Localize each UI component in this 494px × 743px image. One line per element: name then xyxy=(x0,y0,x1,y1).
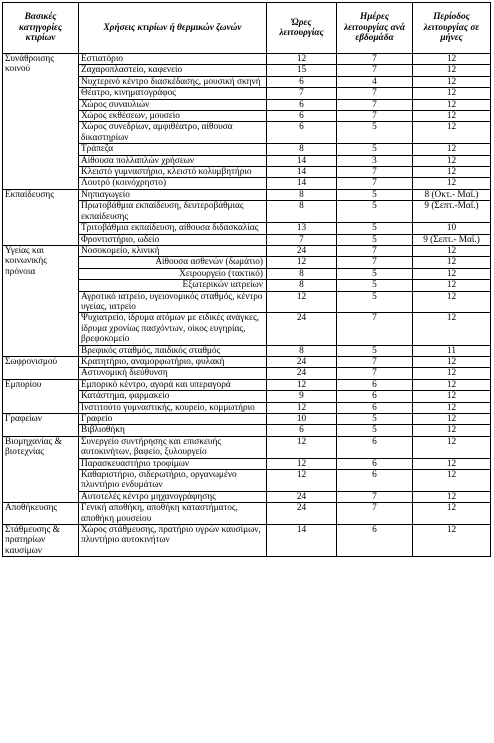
days-cell: 3 xyxy=(337,155,413,166)
days-cell: 5 xyxy=(337,280,413,291)
use-cell: Χώρος συναυλιών xyxy=(79,99,267,110)
days-cell: 7 xyxy=(337,356,413,367)
days-cell: 7 xyxy=(337,313,413,345)
use-cell: Αγροτικό ιατρείο, υγειονομικός σταθμός, κέντρο υγείας, ιατρείο xyxy=(79,291,267,313)
use-cell: Χώρος στάθμευσης, πρατήριο υγρών καυσίμων, πλυντήριο αυτοκινήτων xyxy=(79,525,267,557)
use-cell: Νηπιαγωγείο xyxy=(79,189,267,200)
hours-cell: 6 xyxy=(267,425,337,436)
days-cell: 7 xyxy=(337,167,413,178)
table-row xyxy=(3,189,491,200)
months-cell: 12 xyxy=(413,54,491,65)
category-cell: Υγείας και κοινωνικής πρόνοια xyxy=(3,245,79,356)
days-cell: 5 xyxy=(337,144,413,155)
days-cell: 5 xyxy=(337,268,413,279)
hours-cell: 14 xyxy=(267,525,337,557)
use-cell: Νυχτερινό κέντρο διασκέδασης, μουσική σκηνή xyxy=(79,76,267,87)
use-cell: Συνεργείο συντήρησης και επισκευής αυτοκινήτων, βαφείο, ξυλουργείο xyxy=(79,436,267,458)
days-cell: 5 xyxy=(337,201,413,223)
use-cell: Κρατητήριο, αναμορφωτήριο, φυλακή xyxy=(79,356,267,367)
hours-cell: 8 xyxy=(267,280,337,291)
header-days: Ημέρες λειτουργίας ανά εβδομάδα xyxy=(337,3,413,54)
months-cell: 9 (Σεπτ.-Μαΐ.) xyxy=(413,201,491,223)
table-row xyxy=(3,356,491,367)
use-cell: Κατάστημα, φαρμακείο xyxy=(79,391,267,402)
header-hours: Ώρες λειτουργίας xyxy=(267,3,337,54)
operating-schedule-table xyxy=(2,2,491,557)
hours-cell: 8 xyxy=(267,189,337,200)
hours-cell: 8 xyxy=(267,268,337,279)
months-cell: 12 xyxy=(413,470,491,492)
hours-cell: 24 xyxy=(267,245,337,256)
months-cell: 12 xyxy=(413,65,491,76)
months-cell: 12 xyxy=(413,268,491,279)
use-cell: Καθαριστήριο, σιδερωτήριο, οργανωμένο πλυντήριο ενδυμάτων xyxy=(79,470,267,492)
days-cell: 5 xyxy=(337,122,413,144)
use-cell: Ινστιτούτο γυμναστικής, κουρείο, κομμωτήριο xyxy=(79,402,267,413)
hours-cell: 24 xyxy=(267,313,337,345)
use-cell: Πρωτοβάθμια εκπαίδευση, δευτεροβάθμιας εκπαίδευσης xyxy=(79,201,267,223)
days-cell: 7 xyxy=(337,368,413,379)
use-cell: Εμπορικό κέντρο, αγορά και υπεραγορά xyxy=(79,379,267,390)
use-cell: Εξωτερικών ιατρείων xyxy=(79,280,267,291)
months-cell: 12 xyxy=(413,313,491,345)
hours-cell: 13 xyxy=(267,223,337,234)
table-row xyxy=(3,379,491,390)
use-cell: Τριτοβάθμια εκπαίδευση, αίθουσα διδασκαλίας xyxy=(79,223,267,234)
table-row xyxy=(3,525,491,557)
hours-cell: 6 xyxy=(267,76,337,87)
hours-cell: 12 xyxy=(267,436,337,458)
days-cell: 7 xyxy=(337,503,413,525)
months-cell: 12 xyxy=(413,178,491,189)
months-cell: 12 xyxy=(413,122,491,144)
hours-cell: 10 xyxy=(267,414,337,425)
use-cell: Χώρος συνεδρίων, αμφιθέατρο, αίθουσα δικαστηρίων xyxy=(79,122,267,144)
months-cell: 12 xyxy=(413,155,491,166)
months-cell: 12 xyxy=(413,111,491,122)
table-row xyxy=(3,503,491,525)
months-cell: 12 xyxy=(413,76,491,87)
days-cell: 6 xyxy=(337,470,413,492)
months-cell: 9 (Σεπτ.- Μαΐ.) xyxy=(413,234,491,245)
category-cell: Αποθήκευσης xyxy=(3,503,79,525)
use-cell: Βιβλιοθήκη xyxy=(79,425,267,436)
use-cell: Ψυχιατρείο, ίδρυμα ατόμων με ειδικές ανάγκες, ίδρυμα χρονίως πασχόντων, οίκος ευγηρίας, βρεφοκομείο xyxy=(79,313,267,345)
months-cell: 10 xyxy=(413,223,491,234)
use-cell: Αίθουσα πολλαπλών χρήσεων xyxy=(79,155,267,166)
hours-cell: 14 xyxy=(267,155,337,166)
hours-cell: 24 xyxy=(267,491,337,502)
header-category: Βασικές κατηγορίες κτιρίων xyxy=(3,3,79,54)
hours-cell: 9 xyxy=(267,391,337,402)
category-cell: Γραφείων xyxy=(3,414,79,437)
months-cell: 12 xyxy=(413,402,491,413)
use-cell: Αστυνομική διεύθυνση xyxy=(79,368,267,379)
header-row xyxy=(3,3,491,54)
hours-cell: 24 xyxy=(267,503,337,525)
months-cell: 12 xyxy=(413,491,491,502)
months-cell: 12 xyxy=(413,291,491,313)
use-cell: Χειρουργείο (τακτικό) xyxy=(79,268,267,279)
months-cell: 12 xyxy=(413,503,491,525)
months-cell: 12 xyxy=(413,144,491,155)
months-cell: 12 xyxy=(413,356,491,367)
category-cell: Εμπορίου xyxy=(3,379,79,413)
hours-cell: 12 xyxy=(267,291,337,313)
use-cell: Νοσοκομείο, κλινική xyxy=(79,245,267,256)
months-cell: 12 xyxy=(413,88,491,99)
hours-cell: 7 xyxy=(267,88,337,99)
hours-cell: 12 xyxy=(267,54,337,65)
hours-cell: 15 xyxy=(267,65,337,76)
use-cell: Φροντιστήριο, ωδείο xyxy=(79,234,267,245)
hours-cell: 12 xyxy=(267,402,337,413)
months-cell: 12 xyxy=(413,99,491,110)
days-cell: 6 xyxy=(337,402,413,413)
table-row xyxy=(3,245,491,256)
months-cell: 12 xyxy=(413,257,491,268)
months-cell: 12 xyxy=(413,525,491,557)
days-cell: 5 xyxy=(337,345,413,356)
category-cell: Εκπαίδευσης xyxy=(3,189,79,245)
months-cell: 12 xyxy=(413,458,491,469)
hours-cell: 12 xyxy=(267,257,337,268)
use-cell: Αίθουσα ασθενών (δωμάτιο) xyxy=(79,257,267,268)
use-cell: Γενική αποθήκη, αποθήκη καταστήματος, αποθήκη μουσείου xyxy=(79,503,267,525)
use-cell: Τράπεζα xyxy=(79,144,267,155)
months-cell: 12 xyxy=(413,368,491,379)
use-cell: Παρασκευαστήριο τροφίμων xyxy=(79,458,267,469)
header-months: Περίοδος λειτουργίας σε μήνες xyxy=(413,3,491,54)
days-cell: 7 xyxy=(337,65,413,76)
days-cell: 5 xyxy=(337,223,413,234)
months-cell: 12 xyxy=(413,167,491,178)
days-cell: 7 xyxy=(337,54,413,65)
months-cell: 12 xyxy=(413,436,491,458)
months-cell: 11 xyxy=(413,345,491,356)
days-cell: 5 xyxy=(337,291,413,313)
category-cell: Σωφρονισμού xyxy=(3,356,79,379)
days-cell: 7 xyxy=(337,88,413,99)
hours-cell: 6 xyxy=(267,122,337,144)
table-row xyxy=(3,436,491,458)
days-cell: 6 xyxy=(337,525,413,557)
days-cell: 5 xyxy=(337,234,413,245)
category-cell: Στάθμευσης & πρατηρίων καυσίμων xyxy=(3,525,79,557)
use-cell: Γραφείο xyxy=(79,414,267,425)
months-cell: 8 (Οκτ.- Μαΐ.) xyxy=(413,189,491,200)
days-cell: 7 xyxy=(337,99,413,110)
category-cell: Συνάθροισης κοινού xyxy=(3,54,79,190)
days-cell: 6 xyxy=(337,379,413,390)
months-cell: 12 xyxy=(413,391,491,402)
hours-cell: 12 xyxy=(267,458,337,469)
days-cell: 7 xyxy=(337,178,413,189)
use-cell: Κλειστό γυμναστήριο, κλειστό κολυμβητήριο xyxy=(79,167,267,178)
months-cell: 12 xyxy=(413,414,491,425)
hours-cell: 8 xyxy=(267,144,337,155)
hours-cell: 24 xyxy=(267,368,337,379)
days-cell: 7 xyxy=(337,491,413,502)
table-row xyxy=(3,54,491,65)
days-cell: 5 xyxy=(337,425,413,436)
months-cell: 12 xyxy=(413,379,491,390)
days-cell: 6 xyxy=(337,436,413,458)
days-cell: 6 xyxy=(337,458,413,469)
hours-cell: 12 xyxy=(267,470,337,492)
hours-cell: 24 xyxy=(267,356,337,367)
table-row xyxy=(3,414,491,425)
days-cell: 6 xyxy=(337,391,413,402)
days-cell: 7 xyxy=(337,245,413,256)
hours-cell: 14 xyxy=(267,167,337,178)
use-cell: Χώρος εκθέσεων, μουσείο xyxy=(79,111,267,122)
hours-cell: 8 xyxy=(267,345,337,356)
months-cell: 12 xyxy=(413,425,491,436)
table-body xyxy=(3,54,491,557)
months-cell: 12 xyxy=(413,245,491,256)
months-cell: 12 xyxy=(413,280,491,291)
days-cell: 4 xyxy=(337,76,413,87)
hours-cell: 7 xyxy=(267,234,337,245)
days-cell: 5 xyxy=(337,414,413,425)
use-cell: Αυτοτελές κέντρο μηχανογράφησης xyxy=(79,491,267,502)
use-cell: Εστιατόριο xyxy=(79,54,267,65)
hours-cell: 6 xyxy=(267,99,337,110)
hours-cell: 14 xyxy=(267,178,337,189)
hours-cell: 8 xyxy=(267,201,337,223)
days-cell: 7 xyxy=(337,111,413,122)
use-cell: Βρεφικός σταθμός, παιδικός σταθμός xyxy=(79,345,267,356)
use-cell: Θέατρο, κινηματογράφος xyxy=(79,88,267,99)
use-cell: Λουτρό (κοινόχρηστο) xyxy=(79,178,267,189)
hours-cell: 6 xyxy=(267,111,337,122)
use-cell: Ζαχαροπλαστείο, καφενείο xyxy=(79,65,267,76)
days-cell: 7 xyxy=(337,257,413,268)
hours-cell: 12 xyxy=(267,379,337,390)
category-cell: Βιομηχανίας & βιοτεχνίας xyxy=(3,436,79,502)
header-use: Χρήσεις κτιρίων ή θερμικών ζωνών xyxy=(79,3,267,54)
days-cell: 5 xyxy=(337,189,413,200)
